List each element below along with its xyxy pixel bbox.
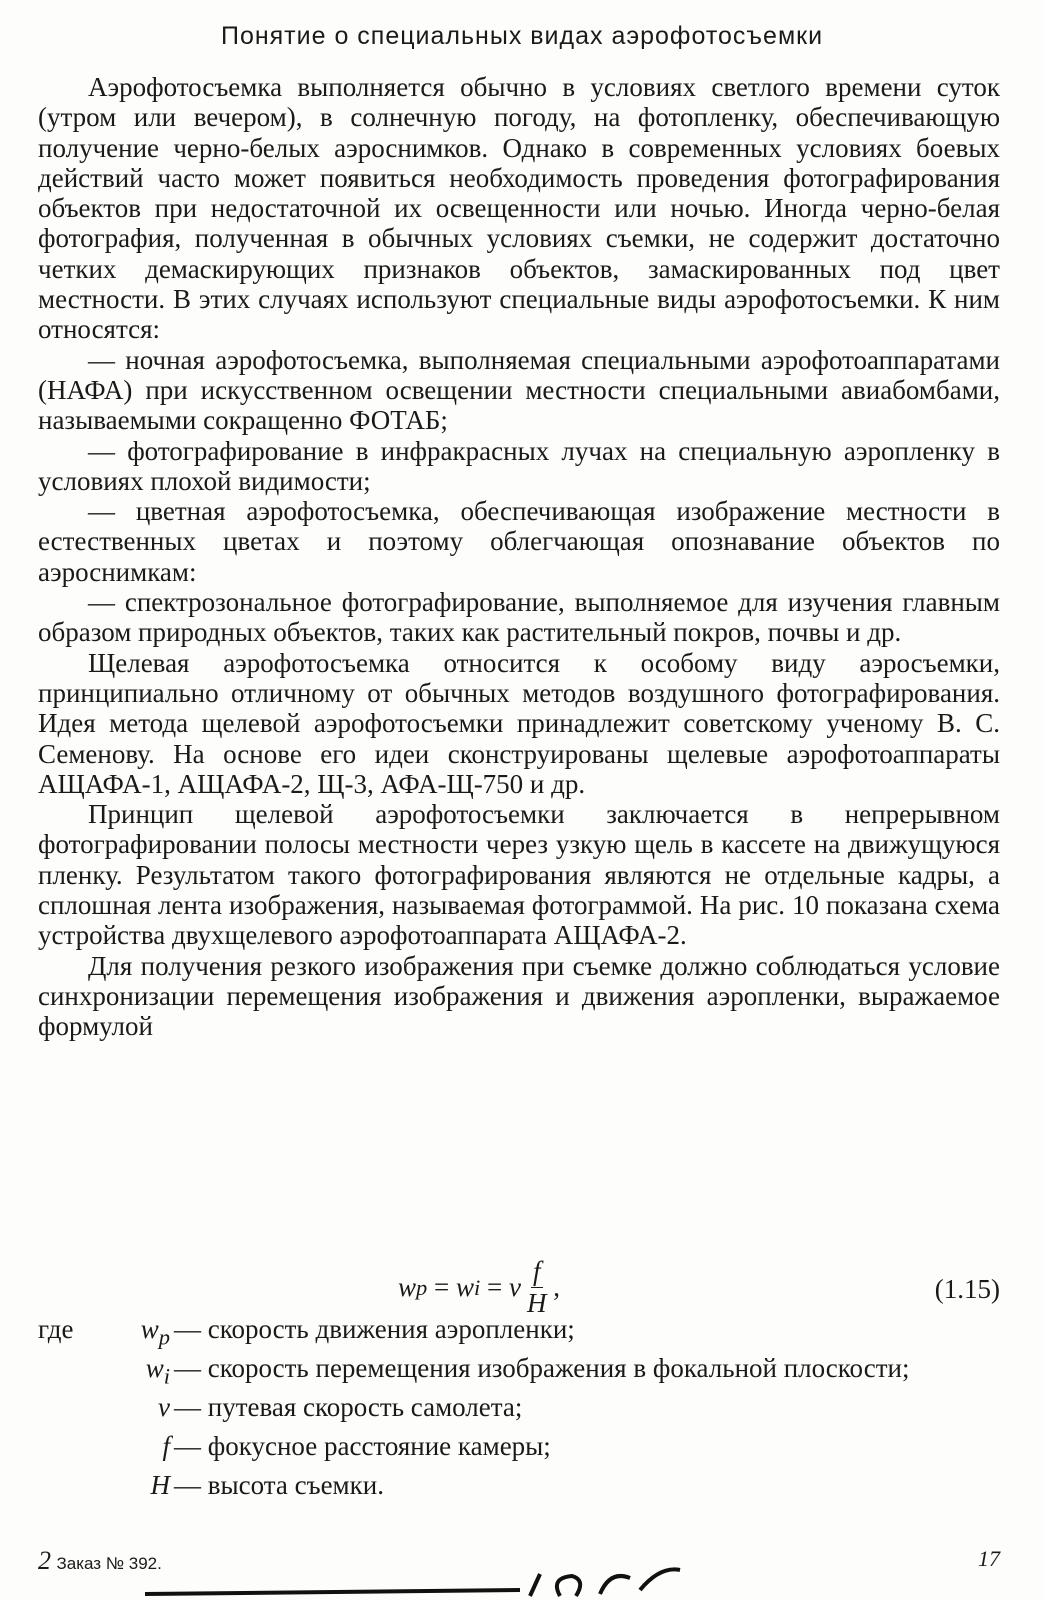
fraction-denominator: H: [527, 1288, 547, 1318]
definition-row: [38, 1314, 1000, 1353]
formula-equals: =: [480, 1272, 510, 1302]
definitions-list: [38, 1314, 1000, 1508]
list-item: — цветная аэрофотосъемка, обеспечивающая изображение местности в естественных цветах и поэтому облегчающая опознавание объектов по аэроснимкам:: [38, 496, 1000, 587]
definition-row: [38, 1353, 1000, 1392]
definition-lead: [38, 1431, 108, 1470]
definition-text: — скорость перемещения изображения в фокальной плоскости;: [174, 1352, 910, 1383]
paragraph: Щелевая аэрофотосъемка относится к особому виду аэросъемки, принципиально отличному от обычных методов воздушного фотографирования. Идея метода щелевой аэрофотосъемки принадлежит советскому ученому В. С. Семенову. На основе его идеи сконструированы щелевые аэрофотоаппараты АЩАФА-1, АЩАФА-2, Щ-3, АФА-Щ-750 и др.: [38, 647, 1000, 799]
formula-block: [38, 1248, 1000, 1318]
paragraph: Аэрофотосъемка выполняется обычно в условиях светлого времени суток (утром или вечером), в солнечную погоду, на фотопленку, обеспечивающую получение черно-белых аэроснимков. Однако в современных условиях боевых действий часто может появиться необходимость проведения фотографирования объектов при недостаточной их освещенности или ночью. Иногда черно-белая фотография, полученная в обычных условиях съемки, не содержит достаточно четких демаскирующих признаков объектов, замаскированных под цвет местности. В этих случаях используют специальные виды аэрофотосъемки. К ним относятся:: [38, 72, 1000, 345]
definition-text: — путевая скорость самолета;: [174, 1391, 523, 1422]
formula-equals: =: [427, 1272, 456, 1302]
definition-text: — фокусное расстояние камеры;: [174, 1430, 551, 1461]
definition-symbol: v: [158, 1391, 170, 1422]
list-item: — ночная аэрофотосъемка, выполняемая специальными аэрофотоаппаратами (НАФА) при искусственном освещении местности специальными авиабомбами, называемыми сокращенно ФОТАБ;: [38, 344, 1000, 436]
formula-trail: ,: [546, 1272, 560, 1302]
fraction-numerator: f: [532, 1256, 541, 1286]
definition-text: — высота съемки.: [174, 1469, 384, 1500]
page-number: 17: [978, 1546, 1000, 1571]
definition-text: — скорость движения аэропленки;: [174, 1314, 575, 1344]
definition-row: [38, 1392, 1000, 1431]
formula-subscript: i: [474, 1274, 481, 1300]
definition-lead: где: [38, 1314, 74, 1344]
signature-number: 2: [38, 1546, 51, 1575]
formula-symbol: v: [509, 1272, 521, 1302]
list-item: — спектрозональное фотографирование, выполняемое для изучения главным образом природных объектов, таких как растительный покров, почвы и др.: [38, 587, 1000, 648]
definition-symbol: $w_p$: [140, 1314, 170, 1350]
definition-lead: [38, 1353, 108, 1392]
formula-subscript: p: [416, 1274, 428, 1300]
paragraph: Для получения резкого изображения при съемке должно соблюдаться условие синхронизации перемещения изображения и движения аэропленки, выражаемое формулой: [38, 950, 1000, 1042]
formula-symbol: w: [456, 1272, 475, 1302]
definition-row: [38, 1470, 1000, 1509]
formula-symbol: w: [398, 1272, 417, 1302]
signature-text: Заказ № 392.: [56, 1554, 162, 1573]
list-item: — фотографирование в инфракрасных лучах на специальную аэропленку в условиях плохой видимости;: [38, 435, 1000, 496]
definition-lead: [38, 1470, 108, 1509]
definition-symbol: H: [150, 1469, 170, 1500]
body-text: [38, 72, 1000, 1042]
definition-lead: [38, 1392, 108, 1431]
definition-row: [38, 1431, 1000, 1470]
formula-fraction: [527, 1258, 547, 1317]
definition-symbol: $w_i$: [145, 1352, 170, 1389]
formula-expression: [398, 1258, 560, 1317]
paragraph: Принцип щелевой аэрофотосъемки заключается в непрерывном фотографировании полосы местности через узкую щель в кассете на движущуюся пленку. Результатом такого фотографирования являются не отдельные кадры, а сплошная лента изображения, называемая фотограммой. На рис. 10 показана схема устройства двухщелевого аэрофотоаппарата АЩАФА-2.: [38, 799, 1000, 951]
section-heading: Понятие о специальных видах аэрофотосъемки: [220, 22, 824, 50]
equation-number: (1.15): [934, 1274, 1000, 1304]
definition-symbol: f: [162, 1430, 170, 1461]
handwritten-mark: [140, 1560, 700, 1600]
